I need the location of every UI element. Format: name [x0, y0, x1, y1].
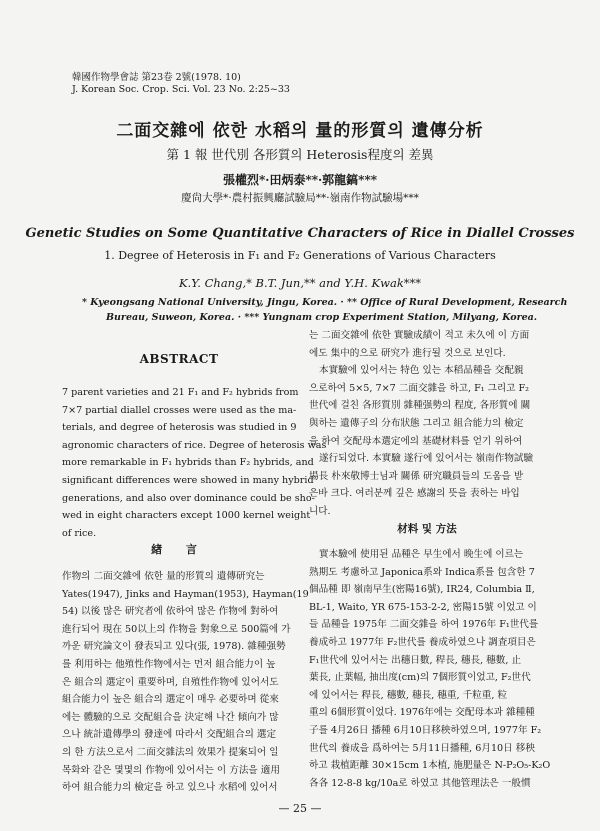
- english-title: Genetic Studies on Some Quantitative Characters of Rice in Diallel Crosses: [25, 226, 575, 241]
- materials-body: [309, 546, 551, 792]
- text-line: significant differences were showed in many hybrid: [62, 474, 314, 486]
- text-line: 으로하여 5×5, 7×7 二面交雜을 하고, F₁ 그리고 F₂: [309, 382, 529, 394]
- text-line: 葉長, 止葉幅, 抽出度(cm)의 7個形質이었고, F₂世代: [309, 672, 531, 684]
- text-line: wed in eight characters except 1000 kernel weight: [62, 510, 311, 522]
- text-line: F₁世代에 있어서는 出穗日數, 稈長, 穗長, 穗數, 止: [309, 654, 522, 666]
- introduction-continued: [309, 327, 545, 521]
- page-number: — 25 —: [278, 802, 322, 815]
- english-subtitle: 1. Degree of Heterosis in F₁ and F₂ Generations of Various Characters: [104, 249, 496, 262]
- text-line: 個品種 即 嶺南早生(密陽16號), IR24, Columbia Ⅱ,: [309, 584, 535, 596]
- text-line: Yates(1947), Jinks and Hayman(1953), Hayman(19: [62, 588, 309, 600]
- text-line: generations, and also over dominance could be sho-: [62, 492, 315, 504]
- text-line: 에는 體驗的으로 交配組合을 決定해 나간 傾向가 많: [62, 711, 279, 723]
- text-line: 의 한 方法으로서 二面交雜法의 效果가 提案되어 일: [62, 746, 279, 758]
- text-line: more remarkable in F₁ hybrids than F₂ hybrids, and: [62, 457, 314, 469]
- text-line: 에도 集中的으로 研究가 進行될 것으로 보인다.: [309, 347, 506, 359]
- text-line: BL-1, Waito, YR 675-153-2-2, 密陽15號 이었고 이: [309, 601, 537, 613]
- introduction-body: [62, 568, 309, 797]
- text-line: 遂行되었다. 本實驗 遂行에 있어서는 嶺南作物試驗: [319, 453, 534, 465]
- journal-reference: [72, 72, 290, 96]
- text-line: 는 二面交雜에 依한 實驗成績이 적고 未久에 이 方面: [309, 330, 530, 341]
- affiliation-line: * Kyeongsang National University, Jingu, Korea. · ** Office of Rural Development, Research: [82, 297, 568, 308]
- text-line: 목화와 같은 몇몇의 作物에 있어서는 이 方法을 適用: [62, 764, 280, 776]
- text-line: agronomic characters of rice. Degree of heterosis was: [62, 439, 327, 451]
- abstract-heading: ABSTRACT: [139, 352, 219, 366]
- text-line: 까운 研究論文이 發表되고 있다(張, 1978). 雜種强勢: [62, 641, 286, 653]
- text-line: 各各 12-8-8 kg/10a로 하였고 其他管理法은 一般慣: [309, 777, 531, 789]
- text-line: 7×7 partial diallel crosses were used as the ma-: [62, 404, 297, 416]
- text-line: 進行되어 現在 50以上의 作物을 對象으로 500篇에 가: [62, 623, 291, 635]
- text-line: 7 parent varieties and 21 F₁ and F₂ hybrids from: [62, 387, 299, 398]
- text-line: 養成하고 1977年 F₂世代를 養成하였으나 調査項目은: [309, 636, 536, 648]
- text-line: 組合能力이 높은 組合의 選定이 매우 必要하며 從來: [62, 694, 279, 706]
- journal-ref-english: J. Korean Soc. Crop. Sci. Vol. 23 No. 2:25~33: [72, 84, 290, 95]
- text-line: 은바 크다. 여러분께 깊은 感謝의 뜻을 表하는 바입: [309, 488, 520, 500]
- text-line: 本實驗에 있어서는 特色 있는 本稻品種을 交配親: [319, 365, 524, 377]
- text-line: of rice.: [62, 527, 97, 539]
- text-line: 重의 6個形質이었다. 1976年에는 交配母本과 雜種種: [309, 707, 535, 719]
- materials-heading: 材料 및 方法: [397, 523, 457, 535]
- text-line: 니다.: [309, 505, 331, 517]
- text-line: 熟期도 考慮하고 Japonica系와 Indica系를 包含한 7: [309, 566, 535, 578]
- text-line: 子를 4月26日 播種 6月10日移秧하였으며, 1977年 F₂: [309, 724, 542, 736]
- text-line: 하고 栽植距離 30×15cm 1本植, 施肥量은 N-P₂O₅-K₂O: [309, 760, 551, 772]
- text-line: 을 하여 交配母本選定에의 基礎材料를 얻기 위하여: [309, 435, 523, 447]
- korean-title: 二面交雜에 依한 水稻의 量的形質의 遺傳分析: [116, 121, 484, 141]
- text-line: 實本驗에 使用된 品種은 早生에서 晩生에 이르는: [319, 549, 524, 560]
- english-affiliations: [82, 295, 568, 325]
- text-line: terials, and degree of heterosis was studied in 9: [62, 422, 297, 434]
- text-line: 은 組合의 選定이 重要하며, 自殖性作物에 있어서도: [62, 676, 279, 688]
- text-line: 54) 以後 많은 研究者에 依하여 많은 作物에 對하여: [62, 606, 279, 618]
- text-line: 世代에 걸친 各形質別 雜種强勢의 程度, 各形質에 關: [309, 400, 531, 412]
- text-line: 에 있어서는 稈長, 穗數, 穗長, 穗重, 千粒重, 粒: [309, 689, 508, 701]
- english-authors: K.Y. Chang,* B.T. Jun,** and Y.H. Kwak***: [178, 276, 422, 290]
- korean-authors: 張權烈*·田炳泰**·郭龍鎬***: [222, 173, 377, 187]
- text-line: 與하는 遺傳子의 分布狀態 그리고 組合能力의 檢定: [309, 417, 524, 429]
- journal-ref-korean: 韓國作物學會誌 第23卷 2號(1978. 10): [72, 72, 241, 83]
- text-line: 作物의 二面交雜에 依한 量的形質의 遺傳研究는: [62, 571, 265, 582]
- korean-affiliations: 慶尙大學*·農村振興廳試驗局**·嶺南作物試驗場***: [181, 192, 419, 204]
- text-line: 으나 統計遺傳學의 發達에 따라서 交配組合의 選定: [62, 729, 277, 741]
- text-line: 를 利用하는 他殖性作物에서는 먼저 組合能力이 높: [62, 658, 276, 670]
- text-line: 하여 組合能力의 檢定을 하고 있으나 水稻에 있어서: [62, 782, 278, 794]
- text-line: 世代의 養成을 爲하여는 5月11日播種, 6月10日 移秧: [309, 742, 535, 754]
- text-line: 場長 朴來敬博士님과 關係 研究職員들의 도움을 받: [309, 470, 524, 482]
- introduction-heading: 緖 言: [151, 543, 207, 556]
- korean-subtitle: 第 1 報 世代別 各形質의 Heterosis程度의 差異: [166, 147, 434, 162]
- affiliation-line: Bureau, Suweon, Korea. · *** Yungnam crop Experiment Station, Milyang, Korea.: [106, 312, 538, 323]
- text-line: 들 品種을 1975年 二面交雜을 하여 1976年 F₁世代를: [309, 619, 539, 631]
